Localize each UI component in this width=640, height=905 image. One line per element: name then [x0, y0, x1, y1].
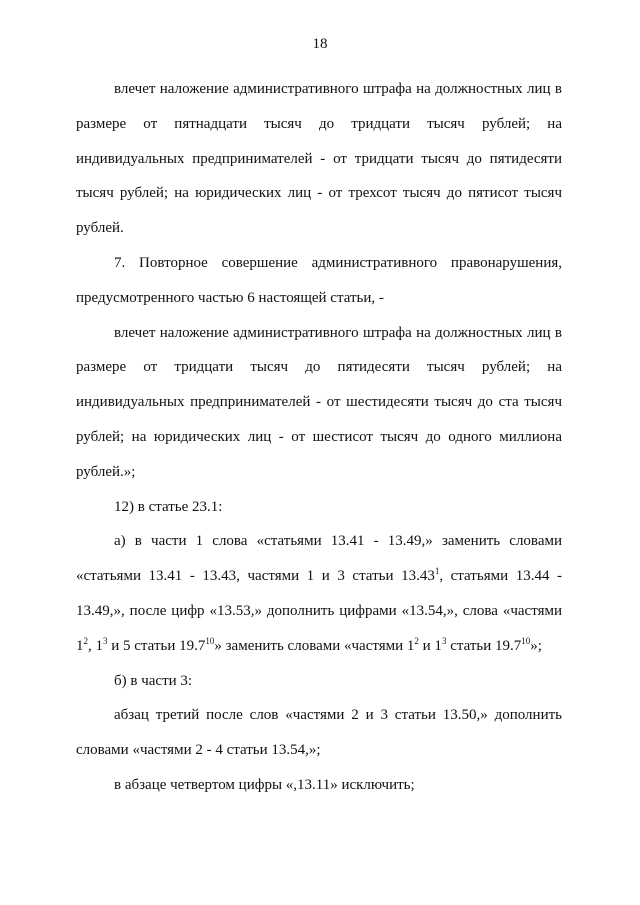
superscript: 1 — [434, 566, 440, 577]
text-run: абзац третий после слов «частями 2 и 3 статьи 13.50,» дополнить словами «частями 2 - 4 статьи 13.54,»; — [76, 707, 562, 759]
paragraph-penalty-first — [76, 72, 562, 246]
superscript: 3 — [103, 635, 108, 646]
paragraph-item-12 — [76, 490, 562, 525]
text-run: и 5 статьи 19.7 — [107, 637, 206, 654]
text-run: статьи 19.7 — [446, 637, 522, 654]
page-number: 18 — [312, 36, 328, 52]
text-run: , статьями 13.44 - 13.49,», после цифр «13.53,» дополнить цифрами «13.54,», слова «частями 1 — [76, 568, 562, 654]
text-run: »; — [530, 637, 542, 654]
superscript: 10 — [521, 635, 531, 646]
superscript: 2 — [414, 635, 419, 646]
paragraph-subitem-a — [76, 524, 562, 663]
document-body — [76, 72, 562, 803]
text-run: 7. Повторное совершение административного правонарушения, предусмотренного частью 6 настоящей статьи, - — [76, 254, 562, 306]
text-run: а) в части 1 слова «статьями 13.41 - 13.49,» заменить словами «статьями 13.41 - 13.43, частями 1 и 3 статьи 13.43 — [76, 533, 562, 585]
paragraph-penalty-second — [76, 316, 562, 490]
text-run: » заменить словами «частями 1 — [214, 637, 415, 654]
paragraph-item-7 — [76, 246, 562, 316]
superscript: 2 — [83, 635, 88, 646]
paragraph-abzac-third — [76, 698, 562, 768]
text-run: в абзаце четвертом цифры «,13.11» исключить; — [114, 776, 415, 793]
paragraph-abzac-fourth — [76, 768, 562, 803]
paragraph-subitem-b — [76, 664, 562, 699]
superscript: 3 — [441, 635, 447, 646]
text-run: 12) в статье 23.1: — [114, 498, 223, 515]
text-run: и 1 — [418, 637, 442, 654]
text-run: влечет наложение административного штрафа на должностных лиц в размере от пятнадцати тысяч до тридцати тысяч рублей; на индивидуальных предпринимателей - от тридцати тысяч до пятидесяти тысяч рублей; на юридических лиц - от трехсот тысяч до пятисот тысяч рублей. — [76, 81, 562, 237]
text-run: влечет наложение административного штрафа на должностных лиц в размере от тридцати тысяч до пятидесяти тысяч рублей; на индивидуальных предпринимателей - от шестидесяти тысяч до ста тысяч рублей; на юридических лиц - от шестисот тысяч до одного миллиона рублей.»; — [76, 324, 562, 480]
superscript: 10 — [205, 635, 215, 646]
text-run: б) в части 3: — [114, 672, 193, 689]
text-run: , 1 — [88, 637, 103, 654]
